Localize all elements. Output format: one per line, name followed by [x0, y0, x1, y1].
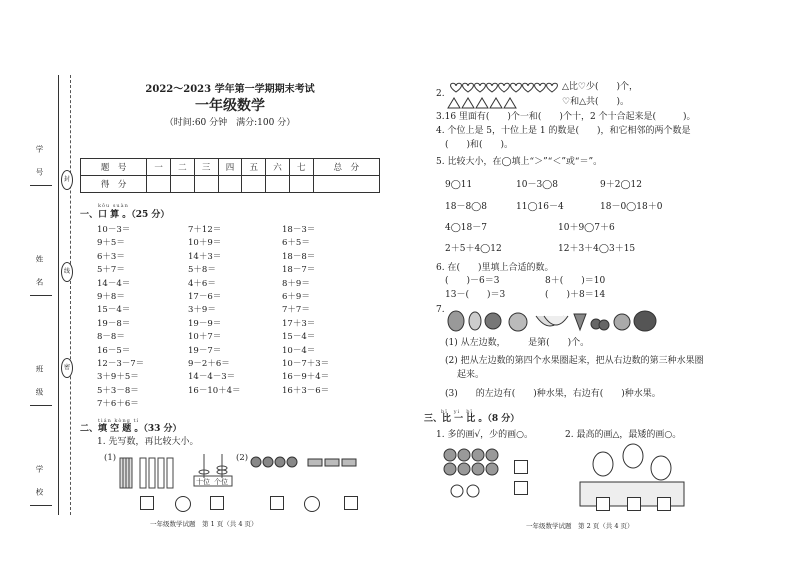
section1-title: 一、口 算 。（25 分） [80, 210, 170, 220]
fruit-row [446, 304, 658, 332]
oral-problem[interactable]: 7＋12＝ [188, 225, 222, 235]
sub-2-label: (2) [236, 453, 249, 463]
score-header: 题 号 [81, 159, 147, 176]
section3-q2: 2. 最高的画△，最矮的画○。 [565, 430, 682, 440]
answer-box[interactable] [514, 460, 528, 474]
question-5: 5. 比较大小，在◯填上“＞”“＜”或“＝”。 [436, 157, 603, 167]
oral-problem[interactable]: 3＋9＝ [188, 305, 216, 316]
oral-problem[interactable]: 14＋3＝ [188, 251, 222, 262]
binding-line [58, 75, 59, 515]
section3-pinyin: bǐ yi bǐ [441, 409, 474, 415]
answer-box[interactable] [596, 497, 610, 511]
stick-bundle-icon [118, 454, 188, 492]
score-cell[interactable] [147, 176, 171, 193]
sub-1-label: (1) [104, 453, 117, 463]
oral-col-2 [188, 225, 241, 399]
oral-problem[interactable]: 5＋8＝ [188, 265, 216, 276]
score-cell[interactable] [218, 176, 242, 193]
class-label: 班 级 [35, 365, 44, 400]
seal-mark: 封 [61, 170, 73, 190]
compare-item[interactable]: 10＋9◯7＋6 [558, 223, 615, 233]
question-6: 6. 在( )里填上合适的数。 [436, 263, 554, 273]
oral-problem[interactable]: 18－7＝ [282, 265, 316, 276]
oral-problem[interactable]: 19－8＝ [97, 318, 131, 329]
oral-problem[interactable]: 19－9＝ [188, 318, 222, 329]
compare-item[interactable]: 12＋3＋4◯3＋15 [558, 244, 636, 254]
answer-box[interactable] [344, 496, 358, 510]
answer-box[interactable] [627, 497, 641, 511]
oral-problem[interactable]: 12－3－7＝ [97, 358, 145, 369]
oral-problem[interactable]: 9＋8＝ [97, 291, 125, 302]
oral-problem[interactable]: 16＋3－6＝ [282, 385, 330, 396]
score-header: 二 [171, 159, 195, 176]
watermelon-icon [634, 311, 656, 331]
answer-box[interactable] [210, 496, 224, 510]
school-blank[interactable] [30, 505, 52, 506]
oral-problem[interactable]: 5＋3－8＝ [97, 385, 139, 396]
compare-item[interactable]: 18－0◯18＋0 [600, 202, 663, 212]
score-cell[interactable] [171, 176, 195, 193]
apple-icon [451, 485, 479, 497]
question-2b: ♡和△共( )。 [562, 97, 630, 107]
oral-problem[interactable]: 16－10＋4＝ [188, 385, 241, 396]
score-cell[interactable] [194, 176, 218, 193]
oral-problem[interactable]: 6＋3＝ [97, 251, 125, 262]
compare-item[interactable]: 9◯11 [445, 180, 473, 190]
class-blank[interactable] [30, 405, 52, 406]
answer-box[interactable] [657, 497, 671, 511]
student-number-label: 学 号 [35, 145, 44, 180]
oral-problem[interactable]: 15－4＝ [282, 332, 316, 343]
oral-problem[interactable]: 6＋5＝ [282, 238, 310, 249]
oral-problem[interactable]: 9－2＋6＝ [188, 358, 230, 369]
oral-problem[interactable]: 3＋9＋5＝ [97, 372, 139, 383]
oral-problem[interactable]: 18－8＝ [282, 251, 316, 262]
compare-item[interactable]: 9＋2◯12 [600, 180, 642, 190]
oral-problem[interactable]: 10－4＝ [282, 345, 316, 356]
section3-title: 三、比 一 比 。（8 分） [424, 414, 520, 424]
score-header: 总 分 [313, 159, 379, 176]
oral-problem[interactable]: 9＋5＝ [97, 238, 125, 249]
seal-mark: 密 [61, 358, 73, 378]
oral-col-1 [97, 225, 144, 412]
score-header: 五 [242, 159, 266, 176]
question-7-3: (3) 的左边有( )种水果，右边有( )种水果。 [445, 389, 661, 399]
question-4b: ( )和( )。 [445, 140, 514, 150]
score-header: 七 [289, 159, 313, 176]
apple-icon [485, 313, 501, 329]
fill-item[interactable]: 8＋( )＝10 [545, 276, 606, 286]
oral-problem[interactable]: 8＋9＝ [282, 278, 310, 289]
compare-item[interactable]: 10－3◯8 [516, 180, 558, 190]
pineapple-icon [448, 311, 464, 331]
compare-circle[interactable] [304, 496, 320, 512]
oral-problem[interactable]: 14－4＝ [97, 278, 131, 289]
compare-item[interactable]: 4◯18－7 [445, 223, 487, 233]
car-icon [306, 452, 358, 472]
question-2-1: 1. 先写数，再比较大小。 [97, 437, 199, 447]
ball-icon [250, 452, 298, 472]
score-cell[interactable] [266, 176, 290, 193]
oral-problem[interactable]: 18－3＝ [282, 225, 316, 235]
score-table [80, 158, 380, 193]
score-header: 三 [194, 159, 218, 176]
peach-icon [614, 314, 630, 330]
abacus-tens-label: 十位 [196, 478, 210, 486]
oral-problem[interactable]: 15－4＝ [97, 305, 131, 316]
section1-pinyin: kǒu suàn [98, 203, 129, 209]
pear-icon [469, 312, 481, 330]
oral-problem[interactable]: 5＋7＝ [97, 265, 125, 276]
question-7-number: 7. [436, 305, 445, 315]
oral-problem[interactable]: 16－5＝ [97, 345, 131, 356]
score-cell[interactable] [242, 176, 266, 193]
section3-q1: 1. 多的画√，少的画○。 [436, 430, 534, 440]
question-7-2: (2) 把从左边数的第四个水果圈起来，把从右边数的第三种水果圈 [445, 356, 704, 366]
fill-item[interactable]: 13－( )＝3 [445, 290, 506, 300]
score-cell[interactable] [313, 176, 379, 193]
section2-title: 二、填 空 题 。（33 分） [80, 424, 182, 434]
seal-mark: 线 [61, 262, 73, 282]
oral-problem[interactable]: 10＋7＝ [188, 332, 222, 343]
question-7-1: (1) 从左边数， 是第( )个。 [445, 338, 590, 348]
question-3: 3.16 里面有( )个一和( )个十，2 个十合起来是( )。 [436, 112, 696, 122]
oral-problem[interactable]: 19－7＝ [188, 345, 222, 356]
name-blank[interactable] [30, 295, 52, 296]
oral-problem[interactable]: 7＋6＋6＝ [97, 399, 139, 410]
time-info: （时间:60 分钟 满分:100 分） [164, 118, 296, 128]
answer-box[interactable] [140, 496, 154, 510]
score-header: 六 [266, 159, 290, 176]
section2-pinyin: tián kòng tí [98, 418, 140, 424]
compare-item[interactable]: 18－8◯8 [445, 202, 487, 212]
answer-box[interactable] [514, 481, 528, 495]
question-7-2b: 起来。 [457, 370, 485, 380]
subject-title: 一年级数学 [195, 98, 265, 114]
oral-problem[interactable]: 14－4－3＝ [188, 372, 236, 383]
oral-problem[interactable]: 10－7＋3＝ [282, 358, 330, 369]
oral-problem[interactable]: 8－8＝ [97, 332, 125, 343]
answer-box[interactable] [270, 496, 284, 510]
score-cell[interactable] [289, 176, 313, 193]
score-header: 一 [147, 159, 171, 176]
oral-problem[interactable]: 7＋7＝ [282, 305, 310, 316]
compare-item[interactable]: 11◯16－4 [516, 202, 564, 212]
abacus-ones-label: 个位 [214, 478, 228, 486]
fill-item[interactable]: ( )－6＝3 [445, 276, 500, 286]
fill-item[interactable]: ( )＋8＝14 [545, 290, 606, 300]
binding-dashed-line [70, 75, 71, 515]
oral-problem[interactable]: 4＋6＝ [188, 278, 216, 289]
compare-circle[interactable] [175, 496, 191, 512]
oral-col-3 [282, 225, 329, 399]
oral-problem[interactable]: 17＋3＝ [282, 318, 316, 329]
compare-item[interactable]: 2＋5＋4◯12 [445, 244, 502, 254]
triangle-icon [448, 98, 516, 108]
page-footer-right: 一年级数学试题 第 2 页（共 4 页） [526, 522, 634, 530]
strawberry-icon [574, 314, 586, 330]
exam-year-title: 2022～2023 学年第一学期期末考试 [145, 84, 315, 95]
oral-problem[interactable]: 10－3＝ [97, 225, 131, 235]
student-number-blank[interactable] [30, 185, 52, 186]
cherry-icon [591, 319, 609, 330]
question-4a: 4. 个位上是 5，十位上是 1 的数是( )，和它相邻的两个数是 [436, 126, 691, 136]
question-2a: △比♡少( )个， [562, 82, 639, 92]
peach-icon [442, 445, 508, 505]
score-header: 四 [218, 159, 242, 176]
oral-problem[interactable]: 16－9＋4＝ [282, 372, 330, 383]
oral-problem[interactable]: 10＋9＝ [188, 238, 222, 249]
oral-problem[interactable]: 17－6＝ [188, 291, 222, 302]
heart-icon [446, 81, 558, 111]
banana-icon [536, 316, 568, 326]
school-label: 学 校 [35, 465, 44, 500]
score-row-label: 得 分 [81, 176, 147, 193]
oral-problem[interactable]: 6＋9＝ [282, 291, 310, 302]
question-2-number: 2. [436, 89, 445, 99]
name-label: 姓 名 [35, 255, 44, 290]
orange-icon [509, 313, 527, 331]
page-footer-left: 一年级数学试题 第 1 页（共 4 页） [150, 520, 258, 528]
